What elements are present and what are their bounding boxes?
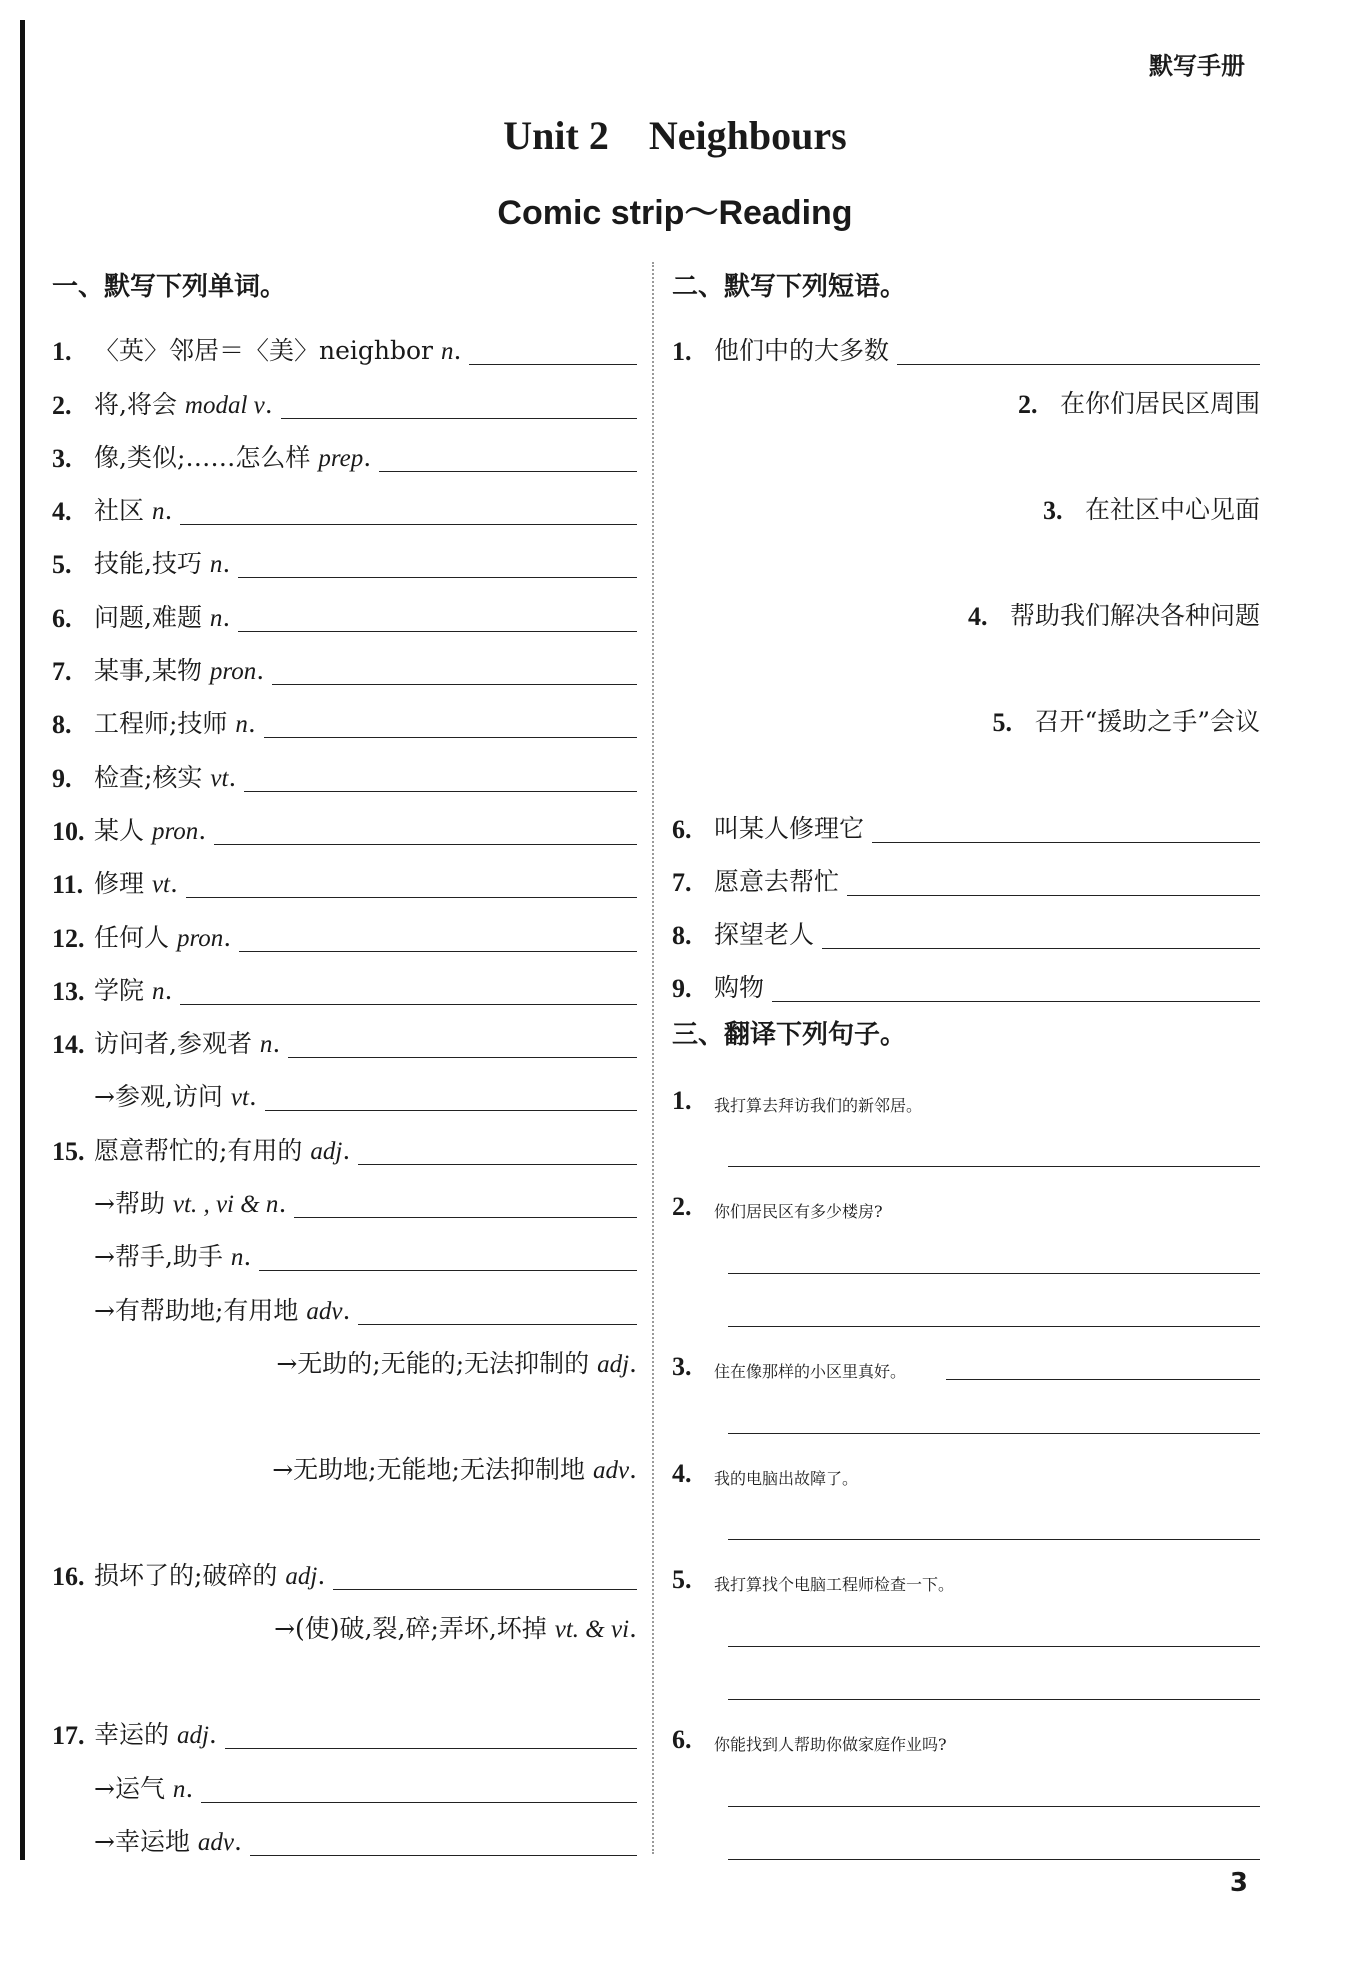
item-number: 11. — [52, 870, 84, 900]
prompt-text: →幸运地 — [94, 1826, 198, 1856]
answer-blank[interactable] — [259, 1269, 637, 1271]
prompt-text: 某人 — [94, 815, 152, 845]
word-item — [52, 956, 637, 1009]
answer-blank[interactable] — [225, 1747, 637, 1749]
word-item — [52, 1541, 637, 1594]
answer-blank[interactable] — [469, 363, 637, 365]
unit-title — [0, 112, 1350, 159]
item-number: 17. — [52, 1721, 85, 1751]
prompt-text: 社区 — [94, 496, 152, 526]
phrase-item — [672, 793, 1260, 846]
word-prompt — [94, 864, 178, 902]
phrase-prompt: 叫某人修理它 — [714, 813, 865, 843]
part-of-speech: n — [209, 604, 223, 632]
part-of-speech: vt — [151, 871, 170, 899]
phrase-prompt-line — [1043, 475, 1260, 528]
answer-blank[interactable] — [288, 1056, 637, 1058]
item-number: 9. — [672, 974, 692, 1004]
pos-suffix: . — [317, 1560, 326, 1590]
prompt-text: →参观,访问 — [94, 1082, 231, 1112]
part-of-speech: n — [151, 498, 165, 526]
word-item — [52, 689, 637, 742]
prompt-text: 学院 — [94, 975, 152, 1005]
pos-suffix: . — [256, 656, 265, 686]
answer-blank[interactable] — [728, 1539, 1260, 1540]
word-prompt-line — [234, 1329, 637, 1382]
word-prompt — [94, 438, 371, 476]
part-of-speech: adv — [592, 1456, 630, 1484]
item-number: 7. — [672, 867, 692, 897]
answer-line — [1204, 634, 1260, 687]
part-of-speech: vt. & vi — [554, 1615, 630, 1643]
part-of-speech: n — [259, 1031, 273, 1059]
phrase-item — [672, 581, 1260, 687]
answer-blank[interactable] — [897, 363, 1260, 365]
answer-line — [581, 1647, 637, 1700]
pos-suffix: . — [278, 1189, 287, 1219]
sentence-prompt-line — [672, 1544, 1260, 1597]
answer-blank[interactable] — [238, 630, 637, 632]
sentence-item — [672, 1544, 1260, 1704]
phrase-prompt-line — [992, 687, 1260, 740]
item-number: 5. — [52, 550, 72, 580]
unit-name: Neighbours — [648, 113, 847, 158]
word-prompt — [94, 331, 461, 369]
part-of-speech: vt — [210, 764, 229, 792]
item-number: 8. — [672, 921, 692, 951]
pos-suffix: . — [453, 336, 462, 366]
pos-suffix: . — [342, 1135, 351, 1165]
pos-suffix: . — [342, 1295, 351, 1325]
sentence-item — [672, 1064, 1260, 1171]
word-item — [52, 582, 637, 635]
sentence-prompt-line — [672, 1438, 1260, 1491]
pos-suffix: . — [223, 922, 232, 952]
section-heading: 二、默写下列短语。 — [672, 272, 907, 302]
word-prompt — [94, 544, 230, 582]
word-item — [52, 1594, 637, 1700]
sentence-prompt: 你能找到人帮助你做家庭作业吗? — [714, 1735, 947, 1755]
prompt-text: →帮助 — [94, 1189, 173, 1219]
item-number: 2. — [52, 390, 72, 420]
part-of-speech: n — [172, 1775, 186, 1803]
pos-suffix: . — [208, 1720, 217, 1750]
answer-blank[interactable] — [358, 1323, 637, 1325]
item-number: 1. — [52, 337, 72, 367]
answer-line — [581, 1488, 637, 1541]
prompt-text: 像,类似;……怎么样 — [94, 442, 319, 472]
answer-blank[interactable] — [180, 523, 637, 525]
word-prompt — [94, 1556, 325, 1594]
item-number: 2. — [1017, 390, 1038, 420]
item-number: 5. — [992, 708, 1012, 738]
answer-blank[interactable] — [272, 683, 637, 685]
word-prompt — [274, 1609, 637, 1647]
item-number: 3. — [1042, 496, 1063, 526]
word-prompt — [276, 1344, 637, 1382]
phrase-prompt: 他们中的大多数 — [714, 336, 890, 366]
pos-suffix: . — [228, 762, 237, 792]
phrases-list — [672, 316, 1260, 1006]
word-item — [52, 1009, 637, 1062]
item-number: 3. — [672, 1352, 692, 1382]
prompt-text: 愿意帮忙的;有用的 — [94, 1135, 311, 1165]
part-of-speech: modal v — [184, 391, 265, 419]
pos-suffix: . — [264, 389, 273, 419]
answer-blank[interactable] — [294, 1216, 637, 1218]
item-number — [52, 1327, 94, 1329]
part-of-speech: adj — [285, 1562, 318, 1590]
phrases-sentences-section — [672, 258, 1260, 1864]
answer-line — [672, 1811, 1260, 1864]
pos-suffix: . — [629, 1348, 637, 1378]
item-number — [230, 1486, 272, 1488]
pos-suffix: . — [248, 1082, 257, 1112]
answer-blank[interactable] — [772, 1000, 1260, 1002]
answer-blank[interactable] — [872, 841, 1260, 843]
item-number: 10. — [52, 816, 85, 846]
pos-suffix: . — [222, 602, 231, 632]
word-item — [52, 1329, 637, 1435]
answer-line — [672, 1757, 1260, 1810]
word-prompt — [94, 918, 231, 956]
page-number: 3 — [1229, 1868, 1248, 1898]
sentence-prompt-line — [672, 1704, 1260, 1757]
item-number — [232, 1645, 274, 1647]
sentence-item — [672, 1171, 1260, 1331]
pos-suffix: . — [222, 549, 231, 579]
sentence-prompt-line — [672, 1064, 1260, 1117]
pos-suffix: . — [164, 496, 173, 526]
answer-blank[interactable] — [358, 1163, 637, 1165]
word-prompt — [94, 1715, 217, 1753]
phrase-item — [672, 900, 1260, 953]
pos-suffix: . — [363, 442, 372, 472]
pos-suffix: . — [234, 1826, 242, 1856]
part-of-speech: adv — [306, 1297, 343, 1325]
phrase-prompt: 在社区中心见面 — [1084, 495, 1260, 525]
phrase-prompt: 探望老人 — [714, 920, 815, 950]
item-number: 4. — [967, 602, 988, 632]
pos-suffix: . — [170, 869, 178, 899]
pos-suffix: . — [629, 1454, 637, 1484]
item-number: 16. — [52, 1561, 85, 1591]
sentence-prompt: 我打算找个电脑工程师检查一下。 — [714, 1575, 955, 1595]
word-prompt — [94, 385, 273, 423]
word-prompt — [94, 1024, 280, 1062]
sentence-item — [672, 1438, 1260, 1545]
answer-blank[interactable] — [244, 790, 637, 792]
word-item — [52, 423, 637, 476]
word-item — [52, 1700, 637, 1753]
answer-line — [672, 1384, 1260, 1437]
answer-blank[interactable] — [250, 1854, 637, 1856]
item-number: 14. — [52, 1030, 85, 1060]
item-number: 8. — [52, 710, 72, 740]
item-number: 13. — [52, 976, 85, 1006]
word-prompt — [94, 971, 172, 1009]
prompt-text: →帮手,助手 — [94, 1242, 231, 1272]
pos-suffix: . — [164, 975, 173, 1005]
word-prompt — [94, 598, 230, 636]
item-number: 5. — [672, 1565, 692, 1595]
prompt-text: 将,将会 — [94, 389, 185, 419]
prompt-text: →运气 — [94, 1773, 173, 1803]
answer-blank[interactable] — [379, 470, 637, 472]
sentence-item — [672, 1331, 1260, 1438]
answer-blank[interactable] — [201, 1801, 637, 1803]
sentence-prompt-line — [672, 1171, 1260, 1224]
page-spine — [20, 20, 25, 1860]
word-prompt — [272, 1450, 637, 1488]
answer-line — [581, 1382, 637, 1435]
word-prompt — [94, 704, 256, 742]
item-number — [52, 1858, 94, 1860]
phrase-prompt-line — [968, 581, 1260, 634]
answer-blank[interactable] — [728, 1273, 1260, 1274]
sentence-prompt: 住在像那样的小区里真好。 — [714, 1362, 907, 1382]
part-of-speech: pron — [151, 817, 199, 845]
answer-blank[interactable] — [180, 1003, 637, 1005]
pos-suffix: . — [185, 1773, 194, 1803]
word-prompt-line — [230, 1435, 637, 1488]
word-prompt — [94, 1237, 251, 1275]
prompt-text: 技能,技巧 — [94, 549, 210, 579]
words-list — [52, 316, 637, 1860]
pos-suffix: . — [272, 1029, 281, 1059]
answer-line — [1204, 422, 1260, 475]
answer-blank[interactable] — [728, 1166, 1260, 1167]
section-heading: 三、翻译下列句子。 — [672, 1020, 907, 1051]
part-of-speech: adj — [597, 1350, 630, 1378]
phrase-prompt: 在你们居民区周围 — [1059, 389, 1260, 419]
word-item — [52, 636, 637, 689]
part-of-speech: adj — [176, 1722, 209, 1750]
item-number — [52, 1273, 94, 1275]
item-number: 4. — [52, 497, 72, 527]
phrase-prompt: 召开“援助之手”会议 — [1034, 707, 1260, 737]
word-prompt — [94, 811, 206, 849]
sentence-prompt-line — [672, 1331, 1260, 1384]
item-number: 3. — [52, 443, 72, 473]
prompt-text: 修理 — [94, 869, 152, 899]
answer-blank[interactable] — [728, 1326, 1260, 1327]
item-number: 12. — [52, 923, 85, 953]
answer-blank[interactable] — [728, 1646, 1260, 1647]
answer-blank[interactable] — [214, 843, 637, 845]
part-of-speech: n — [440, 338, 454, 366]
word-item — [52, 742, 637, 795]
part-of-speech: n — [209, 551, 223, 579]
word-item — [52, 369, 637, 422]
phrase-prompt-line — [1018, 369, 1260, 422]
section-heading: 一、默写下列单词。 — [52, 272, 287, 302]
phrase-prompt: 购物 — [714, 973, 765, 1003]
phrase-item — [672, 953, 1260, 1006]
word-prompt — [94, 491, 172, 529]
word-item — [52, 796, 637, 849]
prompt-text: 工程师;技师 — [94, 709, 236, 739]
prompt-text: →无助地;无能地;无法抑制地 — [272, 1454, 593, 1484]
answer-blank[interactable] — [946, 1378, 1260, 1380]
word-prompt — [94, 1291, 350, 1329]
answer-blank[interactable] — [728, 1806, 1260, 1807]
answer-blank[interactable] — [728, 1859, 1260, 1860]
phrase-item — [672, 369, 1260, 475]
sentence-prompt: 你们居民区有多少楼房? — [714, 1202, 883, 1222]
word-item — [52, 1169, 637, 1222]
phrase-prompt: 愿意去帮忙 — [714, 866, 840, 896]
word-prompt — [94, 1184, 286, 1222]
word-item — [52, 1753, 637, 1806]
sentence-prompt: 我的电脑出故障了。 — [714, 1468, 859, 1488]
word-item — [52, 1115, 637, 1168]
phrase-item — [672, 687, 1260, 793]
prompt-text: 某事,某物 — [94, 656, 210, 686]
word-item — [52, 849, 637, 902]
part-of-speech: adj — [310, 1137, 343, 1165]
part-of-speech: n — [230, 1244, 244, 1272]
item-number: 15. — [52, 1136, 85, 1166]
sentences-list — [672, 1064, 1260, 1863]
item-number — [234, 1380, 276, 1382]
word-item — [52, 476, 637, 529]
prompt-text: →(使)破,裂,碎;弄坏,坏掉 — [274, 1613, 555, 1643]
prompt-text: 〈英〉邻居＝〈美〉neighbor — [94, 336, 441, 366]
prompt-text: →有帮助地;有用地 — [94, 1295, 307, 1325]
answer-blank[interactable] — [281, 417, 637, 419]
prompt-text: 访问者,参观者 — [94, 1029, 260, 1059]
word-item — [52, 1435, 637, 1541]
prompt-text: 任何人 — [94, 922, 177, 952]
item-number — [52, 1113, 94, 1115]
sentence-prompt: 我打算去拜访我们的新邻居。 — [714, 1095, 923, 1115]
answer-blank[interactable] — [186, 896, 637, 898]
answer-blank[interactable] — [239, 950, 637, 952]
answer-blank[interactable] — [238, 576, 637, 578]
prompt-text: 问题,难题 — [94, 602, 210, 632]
word-prompt — [94, 1822, 242, 1860]
answer-line — [672, 1278, 1260, 1331]
answer-blank[interactable] — [265, 1109, 637, 1111]
part-of-speech: pron — [176, 924, 224, 952]
item-number: 6. — [52, 603, 72, 633]
part-of-speech: vt — [230, 1084, 249, 1112]
prompt-text: 幸运的 — [94, 1720, 177, 1750]
word-item — [52, 1222, 637, 1275]
prompt-text: 损坏了的;破碎的 — [94, 1560, 286, 1590]
item-number: 9. — [52, 763, 72, 793]
header-tag: 默写手册 — [1149, 52, 1245, 80]
part-of-speech: n — [235, 711, 248, 739]
answer-line — [1204, 740, 1260, 793]
answer-line — [672, 1651, 1260, 1704]
word-prompt — [94, 651, 264, 689]
pos-suffix: . — [243, 1242, 252, 1272]
item-number: 4. — [672, 1458, 692, 1488]
column-divider — [652, 262, 654, 1854]
word-prompt — [94, 758, 236, 796]
prompt-text: 检查;核实 — [94, 762, 211, 792]
answer-blank[interactable] — [728, 1433, 1260, 1434]
word-item — [52, 316, 637, 369]
part-of-speech: pron — [209, 658, 257, 686]
item-number — [52, 1805, 94, 1807]
sentence-item — [672, 1704, 1260, 1864]
answer-line — [672, 1224, 1260, 1277]
answer-line — [672, 1491, 1260, 1544]
item-number: 6. — [672, 814, 692, 844]
answer-line — [672, 1597, 1260, 1650]
word-item — [52, 529, 637, 582]
word-item — [52, 1807, 637, 1860]
item-number: 2. — [672, 1192, 692, 1222]
item-number: 1. — [672, 1085, 692, 1115]
answer-line — [672, 1118, 1260, 1171]
part-of-speech: prep — [318, 444, 364, 472]
part-of-speech: n — [151, 977, 165, 1005]
part-of-speech: vt. , vi & n — [172, 1191, 279, 1219]
item-number — [52, 1220, 94, 1222]
answer-blank[interactable] — [728, 1699, 1260, 1700]
word-item — [52, 1062, 637, 1115]
phrase-prompt: 帮助我们解决各种问题 — [1009, 601, 1260, 631]
word-prompt — [94, 1131, 350, 1169]
item-number: 7. — [52, 657, 72, 687]
word-prompt — [94, 1077, 257, 1115]
answer-blank[interactable] — [333, 1588, 637, 1590]
phrase-item — [672, 475, 1260, 581]
unit-number: Unit 2 — [503, 113, 609, 158]
pos-suffix: . — [198, 815, 207, 845]
pos-suffix: . — [629, 1613, 637, 1643]
word-prompt-line — [232, 1594, 637, 1647]
lesson-subtitle: Comic strip～Reading — [497, 194, 853, 232]
phrase-item — [672, 847, 1260, 900]
words-section — [52, 258, 637, 1860]
word-prompt — [94, 1769, 193, 1807]
item-number: 6. — [672, 1725, 692, 1755]
answer-line — [1204, 528, 1260, 581]
prompt-text: →无助的;无能的;无法抑制的 — [276, 1348, 598, 1378]
item-number: 1. — [672, 337, 692, 367]
part-of-speech: adv — [197, 1828, 235, 1856]
pos-suffix: . — [247, 709, 256, 739]
phrase-item — [672, 316, 1260, 369]
answer-blank[interactable] — [847, 894, 1260, 896]
word-item — [52, 902, 637, 955]
word-item — [52, 1275, 637, 1328]
answer-blank[interactable] — [264, 736, 637, 738]
answer-blank[interactable] — [822, 947, 1260, 949]
